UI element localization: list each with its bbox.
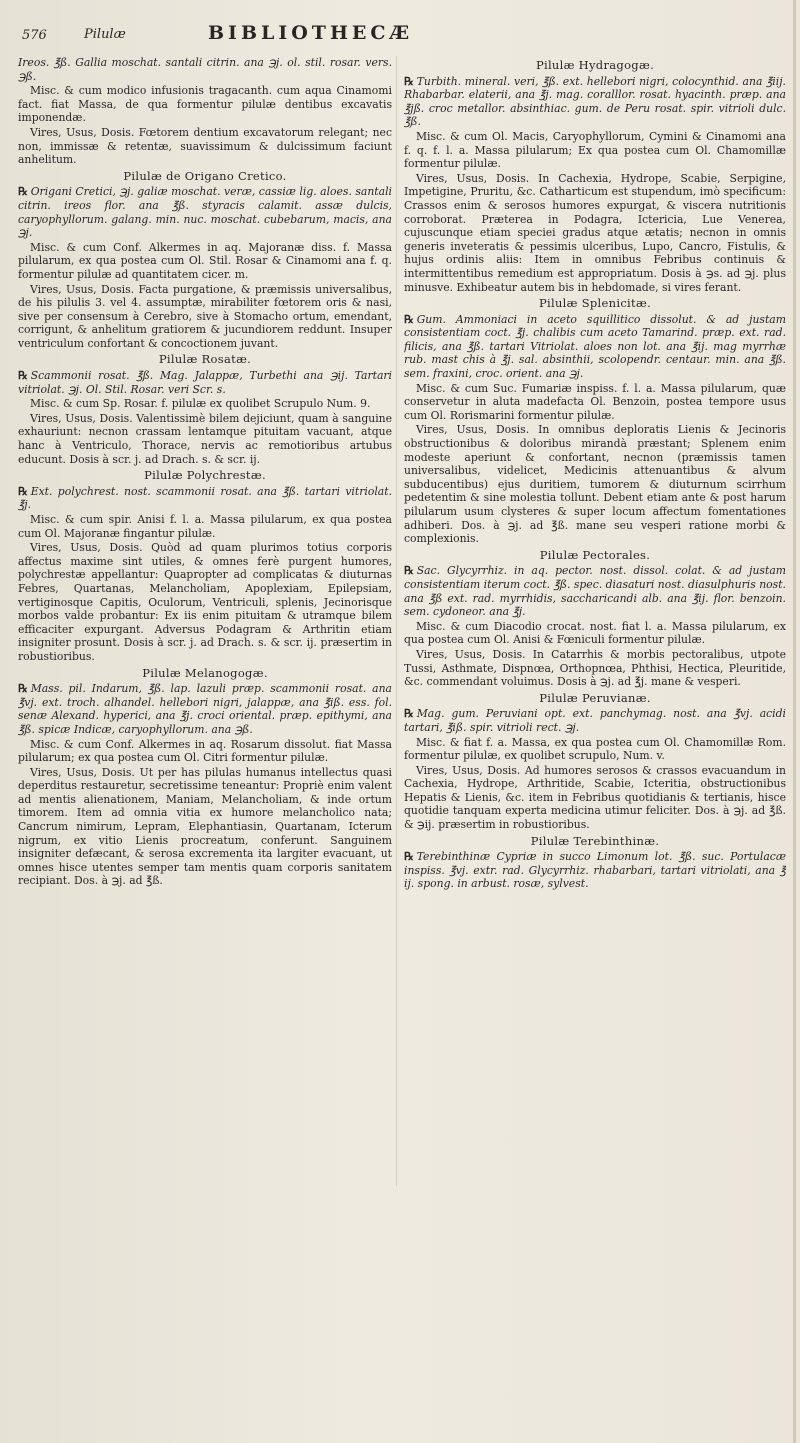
body-paragraph xyxy=(18,241,392,282)
recipe-heading xyxy=(18,469,392,483)
recipe-symbol-icon: ℞ xyxy=(404,707,414,721)
paragraph-text: Misc. & cum Suc. Fumariæ inspiss. f. l. a. Massa pilularum, quæ conservetur in aluta madefacta Ol. Benzoin, postea tempore usus cum Ol. Rorismarini formentur pilulæ. xyxy=(404,381,786,422)
paragraph-text: Turbith. mineral. veri, ℥ß. ext. hellebori nigri, colocynthid. ana ℥iij. Rhabarbar. elaterii, ana ℥j. mag. coralllor. rosat. hyacinth. præp. ana ℥jß. croc metallor. absinthiac. gum. de Peru rosat. spir. vitrioli dulc. ℥ß. xyxy=(404,74,786,129)
recipe-symbol-icon: ℞ xyxy=(18,185,28,199)
paragraph-text: Pilulæ de Origano Cretico. xyxy=(123,168,287,183)
body-paragraph xyxy=(18,126,392,167)
paragraph-text: Origani Cretici, ℈j. galiæ moschat. veræ, cassiæ lig. aloes. santali citrin. ireos flor. ana ℥ß. styracis calamit. assæ dulcis, caryophyllorum. galang. min. nuc. moschat. cubebarum, macis, ana ℈j. xyxy=(18,185,392,240)
body-paragraph xyxy=(18,513,392,540)
page-edge xyxy=(793,0,796,1443)
column-gutter xyxy=(396,56,397,1186)
paragraph-text: Mag. gum. Peruviani opt. ext. panchymag. nost. ana ℥vj. acidi tartari, ℥iß. spir. vitrioli rect. ℈j. xyxy=(404,707,786,734)
body-paragraph xyxy=(404,620,786,647)
paragraph-text: Vires, Usus, Dosis. Ut per has pilulas humanus intellectus quasi deperditus restauretur, secretissime teneantur: Propriè enim valent ad mentis alienationem, Maniam, Melancholiam, & inde ortum timorem. Item ad omnia vitia ex humore melancholico nata; Cancrum nimirum, Lepram, Elephantiasin, Quartanam, Icterum nigrum, ex vitio Lienis procreatum, conferunt. Sanguinem insigniter defæcant, & serosa excrementa ita largiter evacuant, ut omnes hisce utentes semper tam mentis quam corporis sanitatem recipiant. Dos. à ℈j. ad ℥ß. xyxy=(18,765,392,888)
paragraph-text: Gum. Ammoniaci in aceto squillitico dissolut. & ad justam consistentiam coct. ℥j. chalibis cum aceto Tamarind. præp. ext. rad. filicis, ana ℥ß. tartari Vitriolat. aloes non lot. ana ℥ij. mag myrrhæ rub. mast chis à ℥j. sal. absinthii, scolopendr. centaur. min. ana ℥ß. sem. fraxini, croc. orient. ana ℈j. xyxy=(404,312,786,381)
recipe-heading xyxy=(404,59,786,73)
continued-paragraph xyxy=(18,56,392,83)
paragraph-text: Ireos. ℥ß. Gallia moschat. santali citrin. ana ℈j. ol. stil. rosar. vers. ℈ß. xyxy=(18,56,392,83)
paragraph-text: Terebinthinæ Cypriæ in succo Limonum lot. ℥ß. suc. Portulacæ inspiss. ℥vj. extr. rad. Glycyrrhiz. rhabarbari, tartari vitriolati, ana ℥ ij. spong. in arbust. rosæ, sylvest. xyxy=(404,850,786,891)
paragraph-text: Mass. pil. Indarum, ℥ß. lap. lazuli præp. scammonii rosat. ana ℥vj. ext. troch. alhandel. hellebori nigri, jalappæ, ana ℥iß. ess. fol. senæ Alexand. hyperici, ana ℥j. croci oriental. præp. epithymi, ana ℥ß. spicæ Indicæ, caryophyllorum. ana ℈ß. xyxy=(18,682,392,736)
recipe-heading xyxy=(404,297,786,311)
paragraph-text: Vires, Usus, Dosis. Fœtorem dentium excavatorum relegant; nec non, immissæ & retentæ, suavissimum & dulcissimum faciunt anhelitum. xyxy=(18,125,392,167)
prescription-paragraph xyxy=(404,850,786,891)
paragraph-text: Scammonii rosat. ℥ß. Mag. Jalappæ, Turbethi ana ℈ij. Tartari vitriolat. ℈j. Ol. Stil. Rosar. veri Scr. s. xyxy=(18,369,392,396)
prescription-paragraph xyxy=(18,185,392,239)
prescription-paragraph xyxy=(18,485,392,512)
recipe-symbol-icon: ℞ xyxy=(18,484,28,498)
body-paragraph xyxy=(404,648,786,689)
recipe-heading xyxy=(18,170,392,184)
recipe-heading xyxy=(404,692,786,706)
paragraph-text: Pilulæ Pectorales. xyxy=(539,547,651,562)
body-paragraph xyxy=(404,172,786,294)
paragraph-text: Misc. & fiat f. a. Massa, ex qua postea cum Ol. Chamomillæ Rom. formentur pilulæ, ex quolibet scrupulo, Num. v. xyxy=(404,735,786,763)
paragraph-text: Misc. & cum spir. Anisi f. l. a. Massa pilularum, ex qua postea cum Ol. Majoranæ fingantur pilulæ. xyxy=(18,513,392,540)
paragraph-text: Misc. & cum Conf. Alkermes in aq. Majoranæ diss. f. Massa pilularum, ex qua postea cum Ol. Stil. Rosar & Cinamomi ana f. q. formentur pilulæ ad quantitatem cicer. m. xyxy=(18,240,392,281)
prescription-paragraph xyxy=(404,707,786,734)
paragraph-text: Vires, Usus, Dosis. Valentissimè bilem dejiciunt, quam à sanguine exhauriunt: necnon crassam lentamque pituitam vacuant, atque hanc à Ventriculo, Thorace, nervis ac remotioribus artubus educunt. Dosis à scr. j. ad Drach. s. & scr. ij. xyxy=(18,411,392,466)
body-paragraph xyxy=(404,423,786,545)
page-number: 576 xyxy=(22,28,47,43)
paragraph-text: Pilulæ Hydragogæ. xyxy=(535,58,655,72)
body-paragraph xyxy=(18,766,392,888)
paragraph-text: Pilulæ Terebinthinæ. xyxy=(530,833,660,848)
body-paragraph xyxy=(18,84,392,125)
prescription-paragraph xyxy=(18,682,392,736)
recipe-heading xyxy=(18,353,392,367)
paragraph-text: Misc. & cum Diacodio crocat. nost. fiat l. a. Massa pilularum, ex qua postea cum Ol. Anisi & Fœniculi formentur pilulæ. xyxy=(404,619,786,647)
paragraph-text: Vires, Usus, Dosis. In Catarrhis & morbis pectoralibus, utpote Tussi, Asthmate, Dispnœa, Orthopnœa, Phthisi, Hectica, Pleuritide, &c. commendant voluimus. Dosis à ℈j. ad ℥j. mane & vesperi. xyxy=(404,647,786,689)
prescription-paragraph xyxy=(404,564,786,618)
running-title: BIBLIOTHECÆ xyxy=(208,22,414,44)
paragraph-text: Vires, Usus, Dosis. In Cachexia, Hydrope, Scabie, Serpigine, Impetigine, Pruritu, &c. Catharticum est stupendum, imò specificum: Crassos enim & serosos humores expurgat, & viscera nutritionis corroborat. Præterea in Podagra, Ictericia, Lue Venerea, cujuscunque etiam speciei gradus atque ætatis; necnon in omnis generis inveteratis & pessimis ulceribus, Lupo, Cancro, Fistulis, & hujus ordinis aliis: Item in omnibus Febribus continuis & intermittentibus remedium est appropriatum. Dosis à ℈s. ad ℈j. plus minusve. Exhibeatur autem bis in hebdomade, si vires ferant. xyxy=(404,171,786,294)
recipe-symbol-icon: ℞ xyxy=(18,682,28,696)
section-title: Pilulæ xyxy=(84,27,126,42)
recipe-symbol-icon: ℞ xyxy=(404,564,414,578)
recipe-symbol-icon: ℞ xyxy=(404,850,414,864)
paragraph-text: Vires, Usus, Dosis. Quòd ad quam plurimos totius corporis affectus maxime sint utiles, & omnes ferè purgent humores, polychrestæ appellantur: Quapropter ad complicatas & diuturnas Febres, Quartanas, Melancholiam, Apoplexiam, Epilepsiam, vertiginosque Capitis, Oculorum, Ventriculi, splenis, Jecinorisque morbos valde probantur: Ex iis enim pituitam & utramque bilem efficaciter expurgant. Adversus Podagram & Arthritin etiam insigniter prosunt. Dosis à scr. j. ad Drach. s. & scr. ij. præsertim in robustioribus. xyxy=(18,541,392,663)
recipe-symbol-icon: ℞ xyxy=(18,369,28,383)
body-paragraph xyxy=(404,736,786,763)
recipe-symbol-icon: ℞ xyxy=(404,74,414,88)
paragraph-text: Misc. & cum Ol. Macis, Caryophyllorum, Cymini & Cinamomi ana f. q. f. l. a. Massa pilularum; Ex qua postea cum Ol. Chamomillæ formentur pilulæ. xyxy=(404,129,786,171)
paragraph-text: Sac. Glycyrrhiz. in aq. pector. nost. dissol. colat. & ad justam consistentiam iterum coct. ℥ß. spec. diasaturi nost. diasulphuris nost. ana ℥ß ext. rad. myrrhidis, saccharicandi alb. ana ℥ij. flor. benzoin. sem. cydoneor. ana ℥j. xyxy=(404,564,786,619)
paragraph-text: Misc. & cum modico infusionis tragacanth. cum aqua Cinamomi fact. fiat Massa, de qua formentur pilulæ dentibus excavatis imponendæ. xyxy=(18,84,392,125)
recipe-symbol-icon: ℞ xyxy=(404,312,414,326)
paragraph-text: Vires, Usus, Dosis. Facta purgatione, & præmissis universalibus, de his pilulis 3. vel 4. assumptæ, mirabiliter fœtorem oris & nasi, sive per consensum à Cerebro, sive à Stomacho ortum, emendant, corrigunt, & anhelitum gratiorem & jucundiorem reddunt. Insuper ventriculum confortant & concoctionem juvant. xyxy=(18,282,392,350)
body-paragraph xyxy=(18,397,392,411)
body-paragraph xyxy=(18,412,392,466)
page-header xyxy=(20,22,788,52)
paragraph-text: Pilulæ Melanogogæ. xyxy=(142,665,268,680)
paragraph-text: Misc. & cum Conf. Alkermes in aq. Rosarum dissolut. fiat Massa pilularum; ex qua postea cum Ol. Citri formentur pilulæ. xyxy=(18,737,392,765)
paragraph-text: Pilulæ Peruvianæ. xyxy=(539,690,651,705)
recipe-heading xyxy=(404,835,786,849)
body-paragraph xyxy=(18,541,392,663)
body-paragraph xyxy=(404,130,786,171)
prescription-paragraph xyxy=(18,369,392,396)
right-column xyxy=(404,56,786,1436)
prescription-paragraph xyxy=(404,313,786,381)
paragraph-text: Pilulæ Polychrestæ. xyxy=(144,468,266,483)
prescription-paragraph xyxy=(404,75,786,129)
paragraph-text: Pilulæ Rosatæ. xyxy=(158,352,252,367)
body-paragraph xyxy=(18,283,392,351)
paragraph-text: Misc. & cum Sp. Rosar. f. pilulæ ex quolibet Scrupulo Num. 9. xyxy=(30,397,371,411)
body-paragraph xyxy=(404,764,786,832)
body-paragraph xyxy=(404,382,786,423)
recipe-heading xyxy=(404,549,786,563)
paragraph-text: Vires, Usus, Dosis. Ad humores serosos & crassos evacuandum in Cachexia, Hydrope, Arthritide, Scabie, Icteritia, obstructionibus Hepatis & Lienis, &c. item in Febribus quotidianis & tertianis, hisce quotidie tanquam experta medicina utimur feliciter. Dos. à ℈j. ad ℥ß. & ℈ij. præsertim in robustioribus. xyxy=(404,763,786,832)
left-column xyxy=(18,56,392,1436)
paragraph-text: Pilulæ Splenicitæ. xyxy=(538,296,652,311)
paragraph-text: Ext. polychrest. nost. scammonii rosat. ana ℥ß. tartari vitriolat. ℥j. xyxy=(18,484,392,512)
body-paragraph xyxy=(18,738,392,765)
paragraph-text: Vires, Usus, Dosis. In omnibus deploratis Lienis & Jecinoris obstructionibus & doloribus mirandà præstant; Splenem enim modeste aperiunt & confortant, necnon (præmissis tamen universalibus, videlicet, Medicinis attenuantibus & alvum subducentibus) ejus duritiem, tumorem & diuturnum scirrhum pedetentim & sine molestia tollunt. Debent etiam ante & post harum pilularum usum clysteres & super locum affectum fomentationes adhiberi. Dos. à ℈j. ad ℥ß. mane seu vesperi ratione morbi & complexionis. xyxy=(404,423,786,546)
recipe-heading xyxy=(18,667,392,681)
